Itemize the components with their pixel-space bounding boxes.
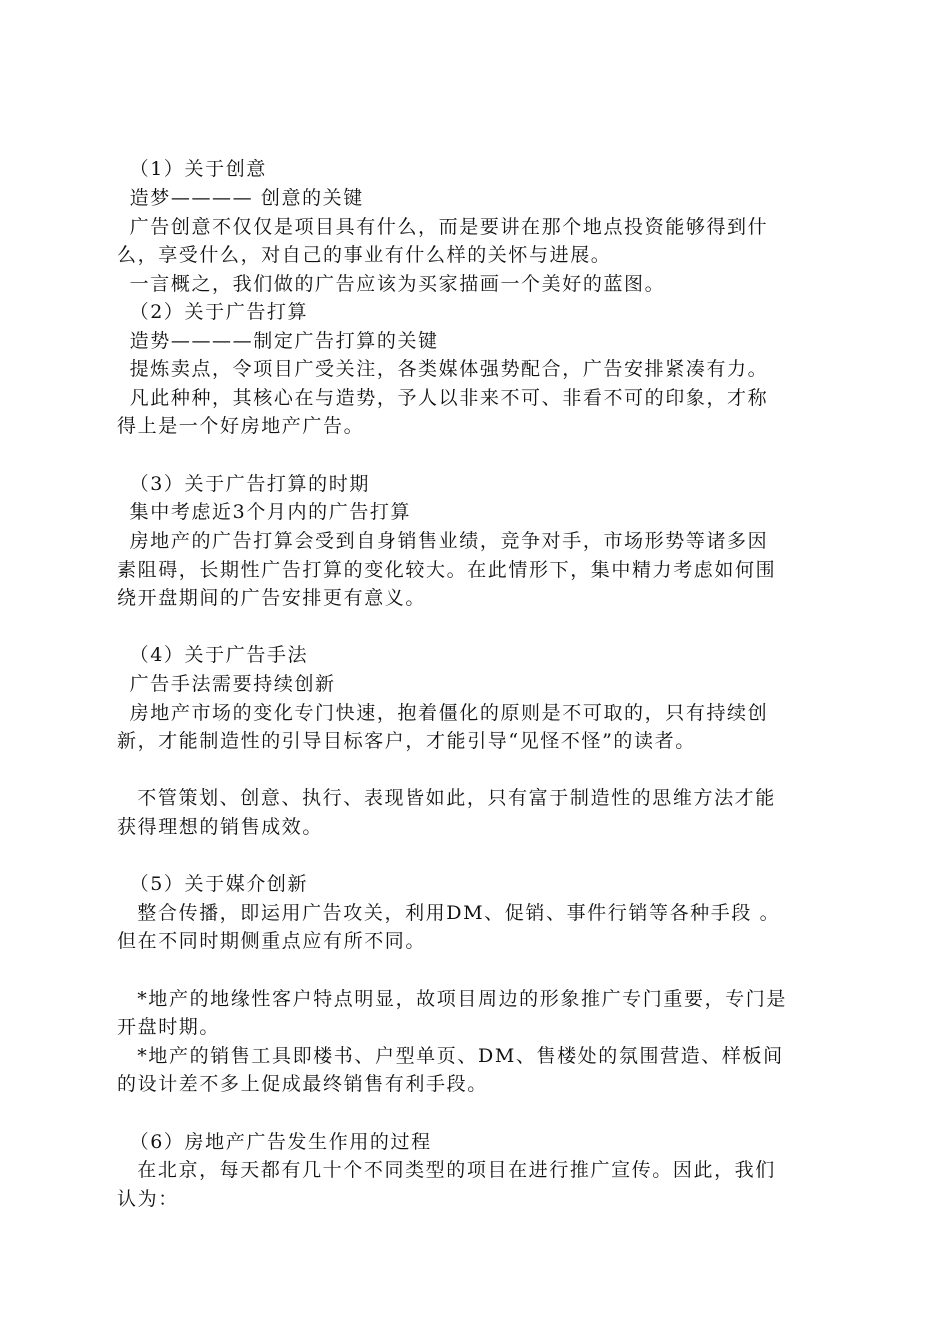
paragraph-line: 房地产市场的变化专门快速，抱着僵化的原则是不可取的，只有持续创 xyxy=(122,702,769,724)
paragraph-line: 新，才能制造性的引导目标客户，才能引导“见怪不怪”的读者。 xyxy=(117,730,696,752)
paragraph-line: 整合传播，即运用广告攻关，利用DM、促销、事件行销等各种手段 。 xyxy=(122,902,781,924)
paragraph-line: 素阻碍，长期性广告打算的变化较大。在此情形下，集中精力考虑如何围 xyxy=(117,559,777,581)
paragraph-line: 么，享受什么，对自己的事业有什么样的关怀与进展。 xyxy=(117,244,612,266)
bullet-line: *地产的地缘性客户特点明显，故项目周边的形象推广专门重要，专门是 xyxy=(122,988,787,1010)
section-4-heading: （4）关于广告手法 xyxy=(122,644,309,666)
paragraph-line: 的设计差不多上促成最终销售有利手段。 xyxy=(117,1073,488,1095)
paragraph-line: 在北京，每天都有几十个不同类型的项目在进行推广宣传。因此，我们 xyxy=(122,1159,776,1181)
paragraph-line: 不管策划、创意、执行、表现皆如此，只有富于制造性的思维方法才能 xyxy=(122,787,776,809)
paragraph-line: 获得理想的销售成效。 xyxy=(117,816,324,838)
section-5-heading: （5）关于媒介创新 xyxy=(122,873,309,895)
paragraph-line: 绕开盘期间的广告安排更有意义。 xyxy=(117,587,427,609)
paragraph-line: 提炼卖点，令项目广受关注，各类媒体强势配合，广告安排紧凑有力。 xyxy=(122,358,769,380)
paragraph-line: 房地产的广告打算会受到自身销售业绩，竞争对手，市场形势等诸多因 xyxy=(122,530,769,552)
section-3-heading: （3）关于广告打算的时期 xyxy=(122,473,370,495)
section-1-subtitle: 造梦———— 创意的关键 xyxy=(122,187,364,209)
section-3-subtitle: 集中考虑近3个月内的广告打算 xyxy=(122,501,412,523)
paragraph-line: 但在不同时期侧重点应有所不同。 xyxy=(117,930,427,952)
section-2-heading: （2）关于广告打算 xyxy=(122,301,309,323)
section-6-heading: （6）房地产广告发生作用的过程 xyxy=(122,1131,432,1153)
paragraph-line: 一言概之，我们做的广告应该为买家描画一个美好的蓝图。 xyxy=(122,273,666,295)
paragraph-line: 得上是一个好房地产广告。 xyxy=(117,415,365,437)
paragraph-line: 开盘时期。 xyxy=(117,1016,221,1038)
section-1-heading: （1）关于创意 xyxy=(122,158,267,180)
paragraph-line: 凡此种种，其核心在与造势，予人以非来不可、非看不可的印象，才称 xyxy=(122,387,769,409)
paragraph-line: 认为： xyxy=(117,1188,179,1210)
section-2-subtitle: 造势————制定广告打算的关键 xyxy=(122,330,439,352)
bullet-line: *地产的销售工具即楼书、户型单页、DM、售楼处的氛围营造、样板间 xyxy=(122,1045,784,1067)
paragraph-line: 广告创意不仅仅是项目具有什么，而是要讲在那个地点投资能够得到什 xyxy=(122,216,769,238)
section-4-subtitle: 广告手法需要持续创新 xyxy=(122,673,336,695)
